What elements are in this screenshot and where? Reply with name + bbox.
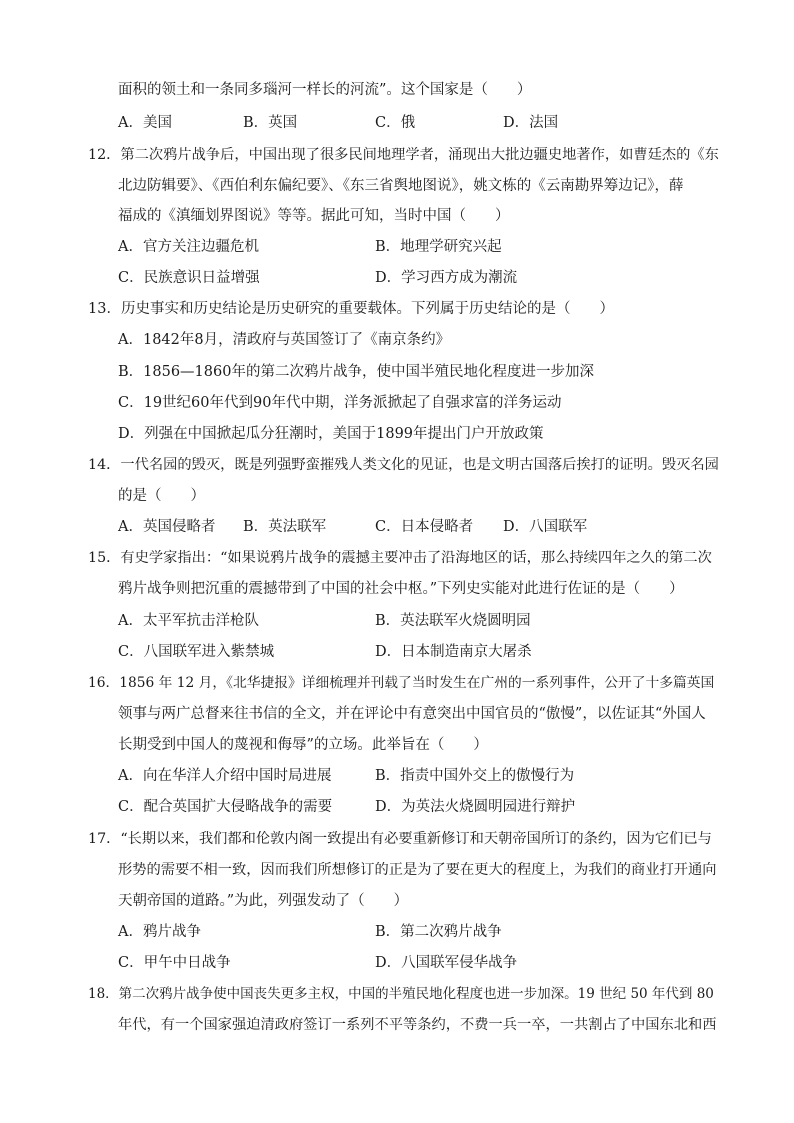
- q13-option-c[interactable]: C．19世纪60年代到90年代中期，洋务派掀起了自强求富的洋务运动: [118, 395, 562, 411]
- q14-text-line: 14．一代名园的毁灭，既是列强野蛮摧残人类文化的见证，也是文明古国落后挨打的证明。毁灭名园: [88, 457, 719, 473]
- q15-option-c[interactable]: C．八国联军进入紫禁城: [118, 644, 275, 660]
- q11-option-b[interactable]: B．英国: [243, 115, 298, 131]
- q18-text-line: 年代，有一个国家强迫清政府签订一系列不平等条约，不费一兵一卒，一共割占了中国东北和西: [118, 1017, 717, 1033]
- q17-text-line: 17．“长期以来，我们都和伦敦内阁一致提出有必要重新修订和天朝帝国所订的条约，因为它们已与: [88, 831, 712, 847]
- q11-option-a[interactable]: A．美国: [118, 115, 172, 131]
- q16-option-a[interactable]: A．向在华洋人介绍中国时局进展: [118, 768, 332, 784]
- q17-option-d[interactable]: D．八国联军侵华战争: [375, 955, 518, 971]
- q12-option-b[interactable]: B．地理学研究兴起: [375, 239, 502, 255]
- q15-option-d[interactable]: D．日本制造南京大屠杀: [375, 644, 532, 660]
- q12-text-line: 福成的《滇缅划界图说》等等。据此可知，当时中国（ ）: [118, 208, 510, 224]
- q14-option-d[interactable]: D．八国联军: [503, 519, 588, 535]
- q15-text-line: 鸦片战争则把沉重的震撼带到了中国的社会中枢。”下列史实能对此进行佐证的是（ ）: [118, 581, 684, 597]
- q12-option-a[interactable]: A．官方关注边疆危机: [118, 239, 259, 255]
- q16-option-b[interactable]: B．指责中国外交上的傲慢行为: [375, 768, 575, 784]
- q14-option-b[interactable]: B．英法联军: [243, 519, 327, 535]
- q12-text-line: 12．第二次鸦片战争后，中国出现了很多民间地理学者，涌现出大批边疆史地著作，如曹廷杰的《东: [88, 147, 719, 163]
- q14-option-c[interactable]: C．日本侵略者: [375, 519, 474, 535]
- q14-option-a[interactable]: A．英国侵略者: [118, 519, 216, 535]
- q11-option-c[interactable]: C．俄: [375, 115, 416, 131]
- q14-text-line: 的是（ ）: [118, 488, 205, 504]
- q17-option-a[interactable]: A．鸦片战争: [118, 924, 201, 940]
- q17-text-line: 天朝帝国的道路。”为此，列强发动了（ ）: [118, 893, 409, 909]
- q16-text-line: 长期受到中国人的蔑视和侮辱”的立场。此举旨在（ ）: [118, 737, 488, 753]
- q17-option-c[interactable]: C．甲午中日战争: [118, 955, 231, 971]
- q13-option-a[interactable]: A．1842年8月，清政府与英国签订了《南京条约》: [118, 332, 451, 348]
- q16-option-c[interactable]: C．配合英国扩大侵略战争的需要: [118, 799, 333, 815]
- q16-text-line: 16．1856 年 12 月，《北华捷报》详细梳理并刊载了当时发生在广州的一系列事件，公开了十多篇英国: [88, 675, 715, 691]
- q15-text-line: 15．有史学家指出：“如果说鸦片战争的震撼主要冲击了沿海地区的话，那么持续四年之久的第二次: [88, 550, 712, 566]
- q11-text-line: 面积的领土和一条同多瑙河一样长的河流”。这个国家是（ ）: [118, 82, 532, 98]
- q11-option-d[interactable]: D．法国: [503, 115, 559, 131]
- q16-option-d[interactable]: D．为英法火烧圆明园进行辩护: [375, 799, 576, 815]
- q13-text-line: 13．历史事实和历史结论是历史研究的重要载体。下列属于历史结论的是（ ）: [88, 301, 614, 317]
- q15-option-b[interactable]: B．英法联军火烧圆明园: [375, 613, 531, 629]
- q12-option-c[interactable]: C．民族意识日益增强: [118, 270, 260, 286]
- q17-option-b[interactable]: B．第二次鸦片战争: [375, 924, 502, 940]
- q17-text-line: 形势的需要不相一致，因而我们所想修订的正是为了要在更大的程度上，为我们的商业打开通向: [118, 862, 717, 878]
- q13-option-d[interactable]: D．列强在中国掀起瓜分狂潮时，美国于1899年提出门户开放政策: [118, 426, 544, 442]
- q15-option-a[interactable]: A．太平军抗击洋枪队: [118, 613, 259, 629]
- q13-option-b[interactable]: B．1856—1860年的第二次鸦片战争，使中国半殖民地化程度进一步加深: [118, 364, 594, 380]
- q12-text-line: 北边防辑要》、《西伯利东偏纪要》、《东三省舆地图说》，姚文栋的《云南勘界筹边记》，薛: [118, 178, 684, 194]
- q18-text-line: 18．第二次鸦片战争使中国丧失更多主权，中国的半殖民地化程度也进一步加深。19 世纪 50 年代到 80: [88, 986, 714, 1002]
- q12-option-d[interactable]: D．学习西方成为潮流: [375, 270, 518, 286]
- q16-text-line: 领事与两广总督来往书信的全文，并在评论中有意突出中国官员的“傲慢”，以佐证其“外国人: [118, 706, 706, 722]
